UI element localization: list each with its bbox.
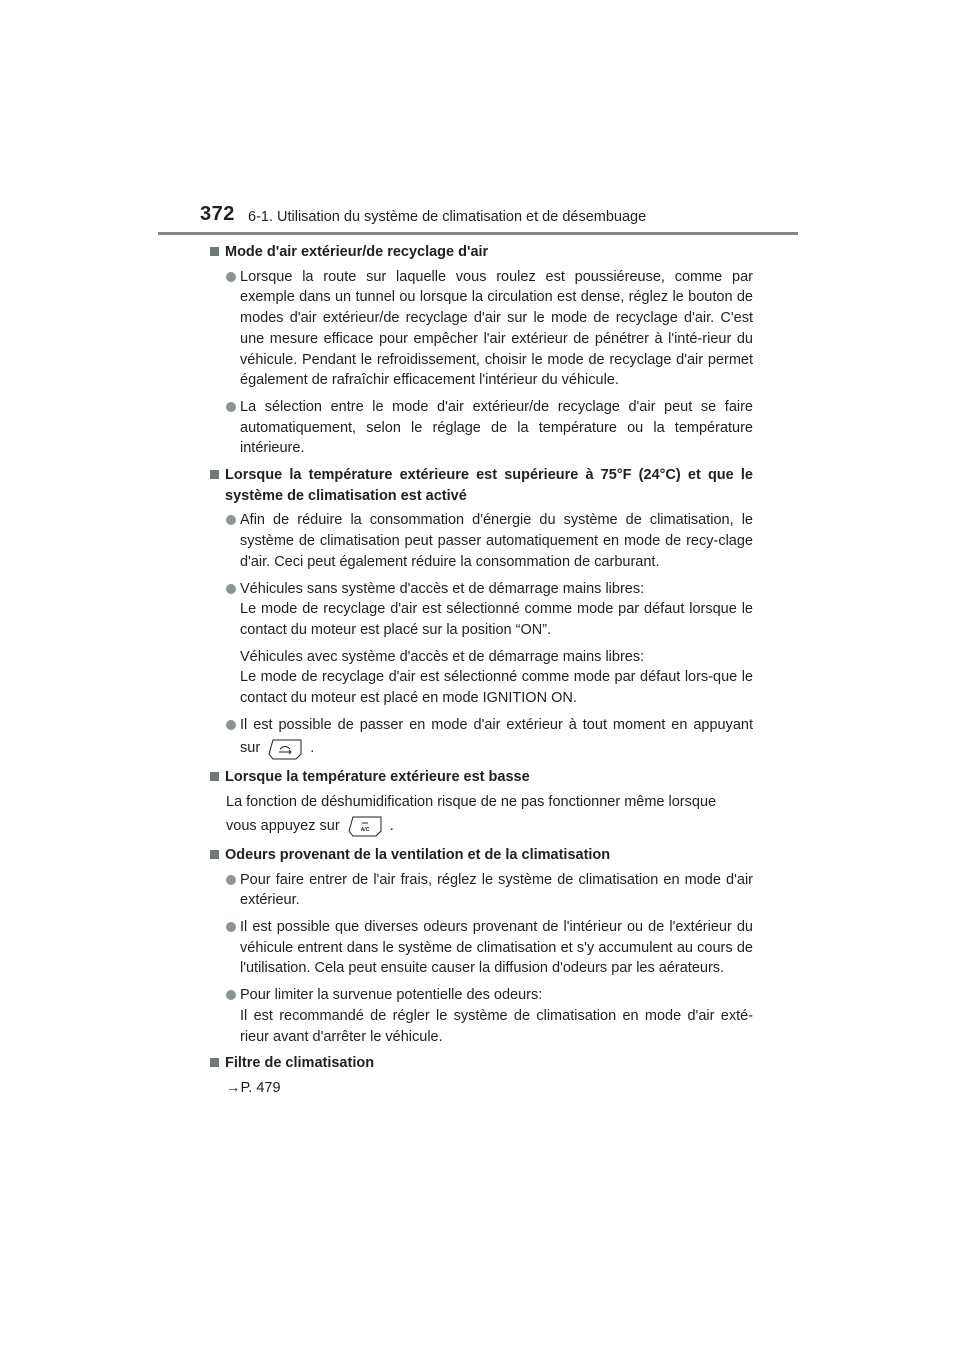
page-content [208,242,753,1105]
heading-high-temp-line1: Lorsque la température extérieure est supérieure à 75°F (24°C) et que le [225,467,753,484]
bullet-fresh-air: Pour faire entrer de l'air frais, réglez le système de climatisation en mode d'air extérieur. [208,870,753,911]
bullet-odor-accumulation: Il est possible que diverses odeurs provenant de l'intérieur ou de l'extérieur du véhicule entrent dans le système de climatisation et s'y accumulent au cours de l'utilisation. Cela peut ensuite causer la diffusion d'odeurs par les aérateurs. [208,917,753,979]
bullet-switch-outside-air-line2 [240,735,753,761]
bullet-switch-outside-air-line1: Il est possible de passer en mode d'air extérieur à tout moment en appuyant [240,716,753,733]
bullet-without-smart-key-text: Le mode de recyclage d'air est sélectionné comme mode par défaut lorsque le contact du moteur est placé sur la position “ON”. [240,601,753,638]
heading-odors: Odeurs provenant de la ventilation et de la climatisation [208,845,753,866]
paragraph-with-smart-key-text: Le mode de recyclage d'air est sélectionné comme mode par défaut lors-que le contact du moteur est placé en mode IGNITION ON. [240,669,753,707]
text-sur: sur [240,740,261,757]
header-divider [158,232,798,235]
page-reference-link[interactable]: →P. 479 [226,1079,281,1096]
heading-filter: Filtre de climatisation [208,1053,753,1074]
heading-air-mode: Mode d'air extérieur/de recyclage d'air [208,242,753,263]
text-period-2: . [389,817,394,834]
bullet-limit-odors-title: Pour limiter la survenue potentielle des odeurs: [240,987,543,1004]
bullet-energy-saving: Afin de réduire la consommation d'énergie du système de climatisation, le système de climatisation peut passer automatiquement en mode de recy-clage d'air. Ceci peut également réduire la consommation de carburant. [208,510,753,572]
ac-icon-text: A/C [360,827,369,834]
outside-air-button-icon [268,738,302,760]
ac-button-icon [348,815,382,837]
heading-high-temp-line2: système de climatisation est activé [225,487,467,504]
text-period: . [310,740,315,757]
paragraph-with-smart-key [208,647,753,709]
paragraph-low-temp-line1: La fonction de déshumidification risque de ne pas fonctionner même lorsque [226,794,717,811]
bullet-without-smart-key [208,579,753,641]
page-number: 372 [200,203,235,225]
heading-low-temp: Lorsque la température extérieure est basse [208,767,753,788]
bullet-auto-selection: La sélection entre le mode d'air extérieur/de recyclage d'air peut se faire automatiquement, selon le réglage de la température ou la température intérieure. [208,397,753,459]
bullet-limit-odors-text: Il est recommandé de régler le système de climatisation en mode d'air exté-rieur avant d'arrêter le véhicule. [240,1007,753,1045]
bullet-dusty-road: Lorsque la route sur laquelle vous roulez est poussiéreuse, comme par exemple dans un tunnel ou lorsque la circulation est dense, réglez le bouton de modes d'air extérieur/de recyclage d'air sur le mode de recyclage d'air. C'est une mesure efficace pour empêcher l'air extérieur de pénétrer à l'inté-rieur du véhicule. Pendant le refroidissement, choisir le mode de recyclage d'air permet également de rafraîchir efficacement l'intérieur du véhicule. [208,267,753,391]
paragraph-low-temp-line2 [226,813,753,839]
heading-high-temp [208,465,753,506]
section-title: 6-1. Utilisation du système de climatisation et de désembuage [248,209,647,225]
bullet-limit-odors [208,985,753,1047]
paragraph-low-temp [208,792,753,839]
bullet-without-smart-key-title: Véhicules sans système d'accès et de démarrage mains libres: [240,580,645,597]
bullet-switch-outside-air [208,715,753,762]
text-vous-appuyez: vous appuyez sur [226,817,340,834]
paragraph-with-smart-key-title: Véhicules avec système d'accès et de démarrage mains libres: [240,648,645,665]
